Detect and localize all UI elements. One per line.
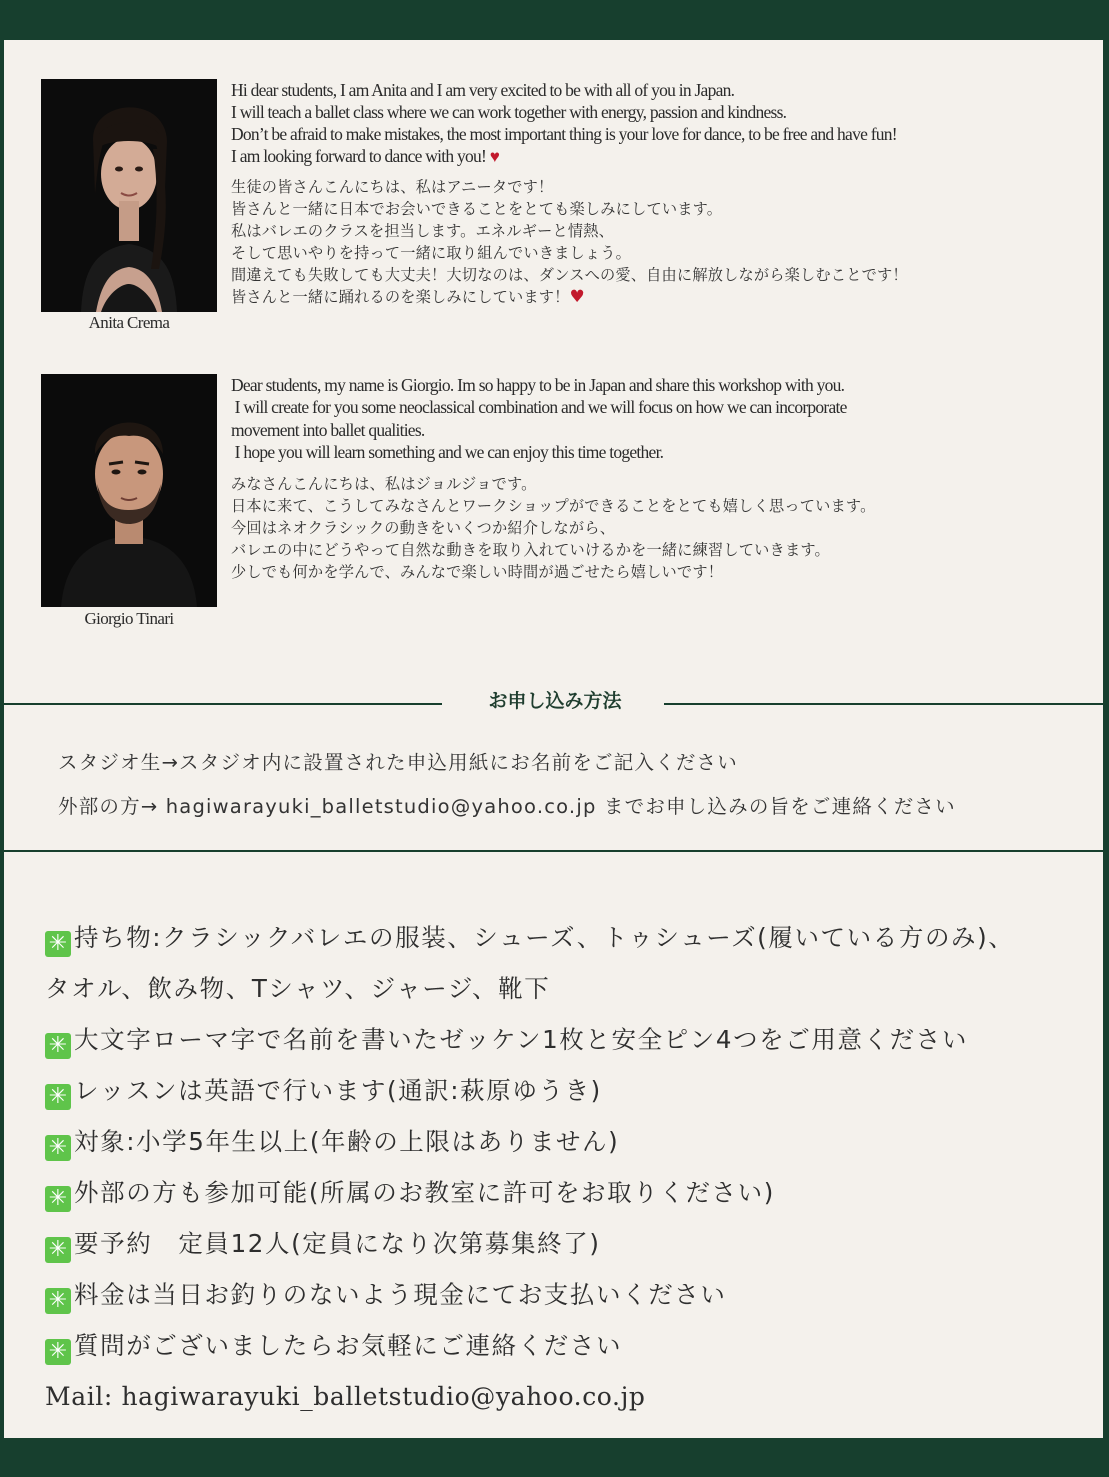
text-line: I hope you will learn something and we can enjoy this time together. [231,442,664,462]
text-line: movement into ballet qualities. [231,420,425,440]
text-line-content: 皆さんと一緒に踊れるのを楽しみにしています！ [231,288,570,306]
asterisk-icon: ✳ [45,1186,71,1212]
text-line: Don’t be afraid to make mistakes, the most important thing is your love for dance, to be free and have fun! [231,124,897,144]
asterisk-icon: ✳ [45,1288,71,1314]
text-line: 間違えても失敗しても大丈夫！大切なのは、ダンスへの愛、自由に解放しながら楽しむことです！ [231,266,908,284]
text-line: 私はバレエのクラスを担当します。エネルギーと情熱、 [231,222,615,240]
note-item-continuation: タオル、飲み物、Tシャツ、ジャージ、靴下 [45,974,551,1003]
portrait-man-image [41,374,217,607]
asterisk-icon: ✳ [45,1084,71,1110]
note-item [45,1224,1095,1275]
note-text: 大文字ローマ字で名前を書いたゼッケン1枚と安全ピン4つをご用意ください [74,1025,968,1054]
note-text: 要予約 定員12人(定員になり次第募集終了) [74,1229,601,1258]
note-item [45,1122,1095,1173]
teacher-name-caption: Giorgio Tinari [84,609,174,628]
text-line [231,145,499,168]
asterisk-icon: ✳ [45,1033,71,1059]
application-line-external: 外部の方→ hagiwarayuki_balletstudio@yahoo.co.jp までお申し込みの旨をご連絡ください [58,795,956,818]
note-text: 外部の方も参加可能(所属のお教室に許可をお取りください) [74,1178,775,1207]
text-line: I will teach a ballet class where we can work together with energy, passion and kindness. [231,102,787,122]
contact-email[interactable]: Mail: hagiwarayuki_balletstudio@yahoo.co.jp [45,1382,646,1411]
anita-crema-photo [41,79,217,312]
asterisk-icon: ✳ [45,1339,71,1365]
note-item [45,1173,1095,1224]
section-divider [4,850,1103,852]
note-item [45,1326,1095,1377]
text-line: 少しでも何かを学んで、みんなで楽しい時間が過ごせたら嬉しいです！ [231,563,724,581]
note-text: レッスンは英語で行います(通訳:萩原ゆうき) [74,1076,602,1105]
portrait-woman-image [41,79,217,312]
text-line [231,286,585,308]
divider-left [4,703,442,705]
note-item [45,1275,1095,1326]
text-line: 今回はネオクラシックの動きをいくつか紹介しながら、 [231,519,616,537]
note-text: 質問がございましたらお気軽にご連絡ください [74,1331,623,1360]
note-item [45,1071,1095,1122]
heart-icon: ♥ [569,287,585,307]
asterisk-icon: ✳ [45,931,71,957]
text-line: Hi dear students, I am Anita and I am very excited to be with all of you in Japan. [231,80,735,100]
text-line-content: I am looking forward to dance with you! [231,146,490,166]
note-item [45,918,1095,969]
text-line: そして思いやりを持って一緒に取り組んでいきましょう。 [231,244,632,262]
asterisk-icon: ✳ [45,1237,71,1263]
note-text: 対象:小学5年生以上(年齢の上限はありません) [74,1127,620,1156]
text-line: Dear students, my name is Giorgio. Im so happy to be in Japan and share this workshop with you. [231,375,845,395]
notes-list [45,918,1095,1417]
application-line-studio: スタジオ生→スタジオ内に設置された申込用紙にお名前をご記入ください [58,751,738,774]
note-text: 料金は当日お釣りのないよう現金にてお支払いください [74,1280,727,1309]
teacher-name-caption: Anita Crema [88,313,170,332]
asterisk-icon: ✳ [45,1135,71,1161]
text-line: 生徒の皆さんこんにちは、私はアニータです！ [231,178,554,196]
divider-right [664,703,1103,705]
text-line: 皆さんと一緒に日本でお会いできることをとても楽しみにしています。 [231,200,723,218]
flyer-page [4,40,1103,1438]
text-line: I will create for you some neoclassical combination and we will focus on how we can incorporate [231,397,847,417]
note-text: 持ち物:クラシックバレエの服装、シューズ、トゥシューズ(履いている方のみ)、 [74,923,1015,952]
giorgio-tinari-photo [41,374,217,607]
text-line: 日本に来て、こうしてみなさんとワークショップができることをとても嬉しく思っています。 [231,497,876,515]
note-item [45,1020,1095,1071]
text-line: みなさんこんにちは、私はジョルジョです。 [231,475,537,493]
heart-icon: ♥ [489,147,500,166]
application-title: お申し込み方法 [488,690,622,712]
text-line: バレエの中にどうやって自然な動きを取り入れていけるかを一緒に練習していきます。 [231,541,830,559]
